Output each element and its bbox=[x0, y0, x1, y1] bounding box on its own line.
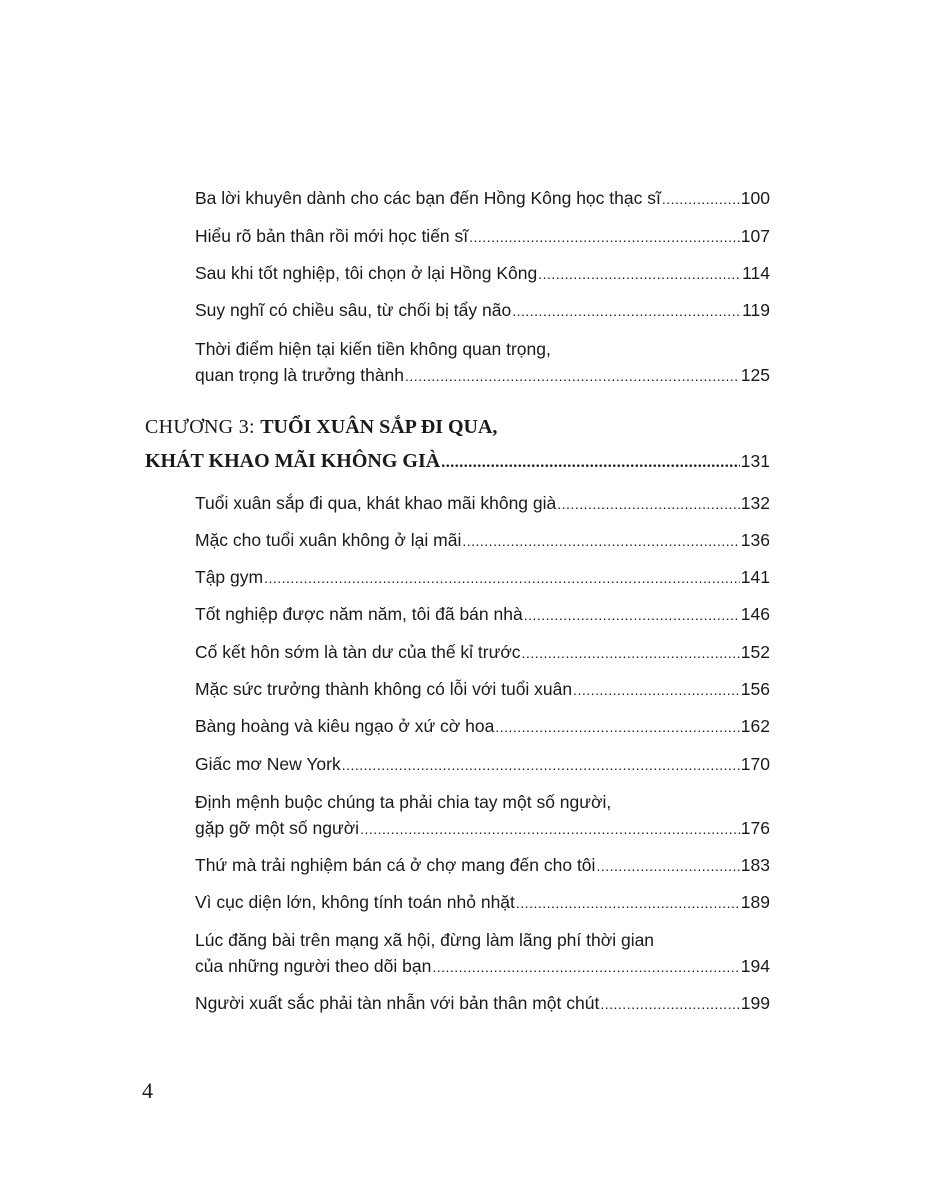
toc-entry-title: của những người theo dõi bạn bbox=[195, 956, 432, 976]
toc-entry-page: 146 bbox=[740, 604, 770, 624]
toc-entry-page: 114 bbox=[742, 263, 770, 283]
toc-entry-page: 156 bbox=[740, 679, 770, 699]
dot-leader bbox=[538, 261, 741, 287]
toc-entry-page: 132 bbox=[740, 493, 770, 513]
toc-entry bbox=[195, 260, 770, 287]
toc-entry bbox=[195, 927, 770, 980]
toc-entry bbox=[195, 601, 770, 628]
toc-entry-page: 199 bbox=[740, 993, 770, 1013]
toc-entry-title: Giấc mơ New York bbox=[195, 754, 341, 774]
toc-entry bbox=[195, 990, 770, 1017]
toc-entry-title-line1: Định mệnh buộc chúng ta phải chia tay một số người, bbox=[195, 792, 612, 812]
dot-leader bbox=[441, 446, 740, 480]
toc-entry bbox=[195, 185, 770, 212]
dot-leader bbox=[596, 853, 739, 879]
toc-entry-title: gặp gỡ một số người bbox=[195, 818, 360, 838]
toc-entry bbox=[195, 297, 770, 324]
toc-entry-title: Ba lời khuyên dành cho các bạn đến Hồng Kông học thạc sĩ bbox=[195, 188, 661, 208]
toc-entry bbox=[195, 789, 770, 842]
dot-leader bbox=[522, 640, 740, 666]
dot-leader bbox=[512, 298, 741, 324]
dot-leader bbox=[495, 714, 739, 740]
toc-entry-title: Tốt nghiệp được năm năm, tôi đã bán nhà bbox=[195, 604, 523, 624]
toc-entry-page: 107 bbox=[740, 226, 770, 246]
toc-entry-title-line1: Thời điểm hiện tại kiến tiền không quan trọng, bbox=[195, 339, 551, 359]
toc-entry-title-line1: Lúc đăng bài trên mạng xã hội, đừng làm lãng phí thời gian bbox=[195, 930, 655, 950]
toc-entry-page: 100 bbox=[740, 188, 770, 208]
toc-entry-title: Thứ mà trải nghiệm bán cá ở chợ mang đến cho tôi bbox=[195, 855, 596, 875]
toc-entry-title: Mặc cho tuổi xuân không ở lại mãi bbox=[195, 530, 462, 550]
toc-entry-page: 162 bbox=[740, 716, 770, 736]
toc-entry-page: 125 bbox=[740, 365, 770, 385]
dot-leader bbox=[342, 752, 740, 778]
toc-entry bbox=[195, 639, 770, 666]
dot-leader bbox=[405, 363, 740, 389]
toc-entry-title: Cố kết hôn sớm là tàn dư của thế kỉ trước bbox=[195, 642, 521, 662]
toc-entry-title: Mặc sức trưởng thành không có lỗi với tuổi xuân bbox=[195, 679, 573, 699]
dot-leader bbox=[432, 954, 739, 980]
toc-entry-title: Tuổi xuân sắp đi qua, khát khao mãi không già bbox=[195, 493, 557, 513]
dot-leader bbox=[557, 491, 740, 517]
chapter-heading bbox=[145, 410, 770, 480]
dot-leader bbox=[573, 677, 740, 703]
dot-leader bbox=[524, 602, 740, 628]
toc-entry-page: 176 bbox=[740, 818, 770, 838]
toc-entry-page: 136 bbox=[740, 530, 770, 550]
chapter-title-line1: TUỔI XUÂN SẮP ĐI QUA, bbox=[260, 416, 498, 438]
toc-entry-title: Suy nghĩ có chiều sâu, từ chối bị tẩy não bbox=[195, 300, 512, 320]
toc-entry-title: Hiểu rõ bản thân rồi mới học tiến sĩ bbox=[195, 226, 469, 246]
toc-entry-page: 183 bbox=[740, 855, 770, 875]
dot-leader bbox=[662, 186, 740, 212]
toc-entry-title: Bàng hoàng và kiêu ngạo ở xứ cờ hoa bbox=[195, 716, 495, 736]
dot-leader bbox=[516, 890, 740, 916]
dot-leader bbox=[360, 816, 740, 842]
toc-entry-page: 189 bbox=[740, 892, 770, 912]
toc-entry bbox=[195, 527, 770, 554]
toc-entry-title: Vì cục diện lớn, không tính toán nhỏ nhặt bbox=[195, 892, 515, 912]
page-number: 4 bbox=[142, 1078, 153, 1103]
toc-entry bbox=[195, 713, 770, 740]
toc-entry bbox=[195, 490, 770, 517]
toc-entry-title: Tập gym bbox=[195, 567, 264, 587]
toc-entry bbox=[195, 564, 770, 591]
toc-entry-title: Sau khi tốt nghiệp, tôi chọn ở lại Hồng Kông bbox=[195, 263, 538, 283]
dot-leader bbox=[600, 991, 739, 1017]
toc-entry bbox=[195, 676, 770, 703]
dot-leader bbox=[469, 224, 740, 250]
toc-entry-title: Người xuất sắc phải tàn nhẫn với bản thân một chút bbox=[195, 993, 600, 1013]
toc-entry bbox=[195, 889, 770, 916]
chapter-title-line2: KHÁT KHAO MÃI KHÔNG GIÀ bbox=[145, 450, 441, 472]
toc-entry-page: 141 bbox=[740, 567, 770, 587]
toc-entry bbox=[195, 336, 770, 389]
toc-entry-title: quan trọng là trưởng thành bbox=[195, 365, 405, 385]
dot-leader bbox=[462, 528, 739, 554]
chapter-page: 131 bbox=[740, 451, 770, 471]
toc-entry bbox=[195, 751, 770, 778]
toc-entry bbox=[195, 852, 770, 879]
dot-leader bbox=[264, 565, 740, 591]
toc-entry bbox=[195, 223, 770, 250]
toc-entry-page: 170 bbox=[740, 754, 770, 774]
toc-entry-page: 194 bbox=[740, 956, 770, 976]
toc-entry-page: 152 bbox=[740, 642, 770, 662]
toc-entry-page: 119 bbox=[742, 300, 770, 320]
chapter-prefix: CHƯƠNG 3: bbox=[145, 416, 261, 438]
